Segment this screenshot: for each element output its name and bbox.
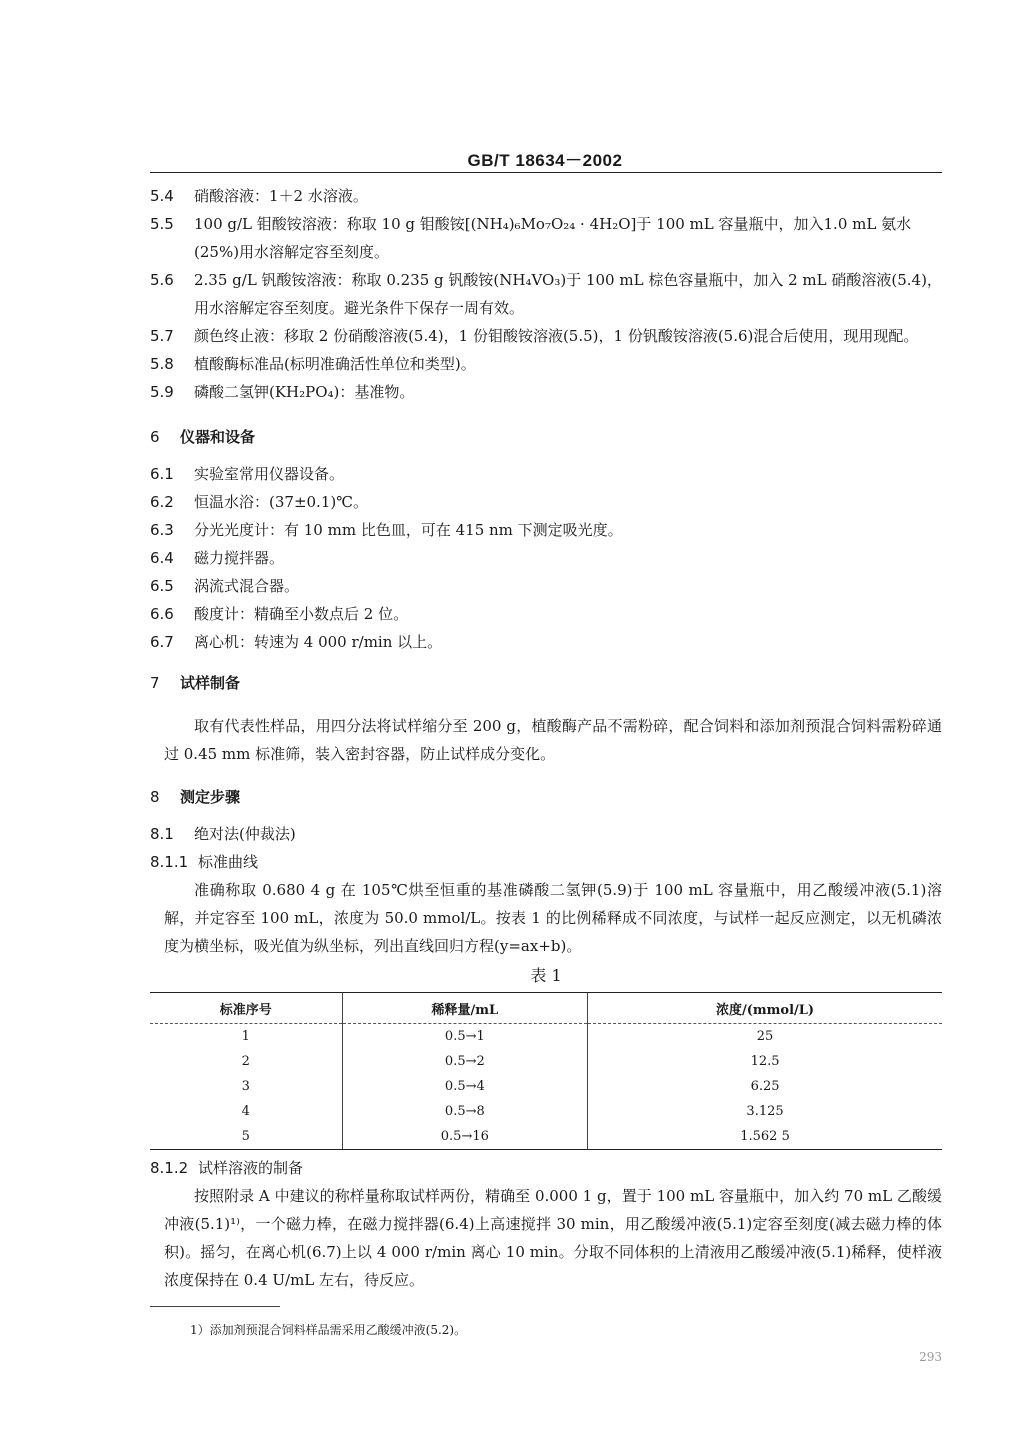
item-5-4 <box>150 182 942 210</box>
item-text: 100 g/L 钼酸铵溶液：称取 10 g 钼酸铵[(NH₄)₆Mo₇O₂₄ · 4H₂O]于 100 mL 容量瓶中，加入1.0 mL 氨水(25%)用水溶解定容至刻度。 <box>194 215 912 261</box>
table-row <box>150 1024 942 1050</box>
item-text: 酸度计：精确至小数点后 2 位。 <box>194 605 409 623</box>
section-8-heading <box>150 780 942 814</box>
item-text: 2.35 g/L 钒酸铵溶液：称取 0.235 g 钒酸铵(NH₄VO₃)于 100 mL 棕色容量瓶中，加入 2 mL 硝酸溶液(5.4)，用水溶解定容至刻度。避光条件下保存一周有效。 <box>194 271 942 317</box>
item-5-8 <box>150 350 942 378</box>
item-text: 硝酸溶液：1＋2 水溶液。 <box>194 187 368 205</box>
item-6-6 <box>150 600 942 628</box>
item-number: 5.4 <box>150 187 174 205</box>
item-5-5 <box>150 210 942 266</box>
table-cell: 5 <box>150 1124 342 1150</box>
item-number: 6.5 <box>150 577 174 595</box>
item-number: 6.2 <box>150 493 174 511</box>
table-cell: 0.5→2 <box>342 1049 587 1074</box>
section-title: 测定步骤 <box>180 788 241 806</box>
table-cell: 1 <box>241 1029 250 1044</box>
table-cell: 3.125 <box>588 1099 942 1124</box>
column-header: 稀释量/mL <box>342 993 587 1024</box>
item-6-7 <box>150 628 942 656</box>
table-cell: 12.5 <box>588 1049 942 1074</box>
item-text: 颜色终止液：移取 2 份硝酸溶液(5.4)，1 份钼酸铵溶液(5.5)，1 份钒酸铵溶液(5.6)混合后使用，现用现配。 <box>194 327 919 345</box>
item-text: 分光光度计：有 10 mm 比色皿，可在 415 nm 下测定吸光度。 <box>194 521 623 539</box>
subsection-number: 8.1.2 <box>150 1159 189 1177</box>
table-row <box>150 1124 942 1150</box>
item-text: 恒温水浴：(37±0.1)℃。 <box>194 493 368 511</box>
subsection-number: 8.1.1 <box>150 853 189 871</box>
item-6-5 <box>150 572 942 600</box>
subsection-title: 试样溶液的制备 <box>198 1159 304 1177</box>
table-cell: 0.5→16 <box>342 1124 587 1150</box>
item-number: 6.4 <box>150 549 174 567</box>
item-6-3 <box>150 516 942 544</box>
subsection-title: 标准曲线 <box>198 853 259 871</box>
subsection-8-1 <box>150 820 942 848</box>
item-number: 5.5 <box>150 215 174 233</box>
table-cell: 0.5→4 <box>342 1074 587 1099</box>
section-7-heading <box>150 666 942 700</box>
item-text: 离心机：转速为 4 000 r/min 以上。 <box>194 633 443 651</box>
table-cell: 3 <box>241 1079 250 1094</box>
item-number: 5.7 <box>150 327 174 345</box>
subsection-8-1-1-body: 准确称取 0.680 4 g 在 105℃烘至恒重的基准磷酸二氢钾(5.9)于 100 mL 容量瓶中，用乙酸缓冲液(5.1)溶解，并定容至 100 mL，浓度为 50.0 mmol/L。按表 1 的比例稀释成不同浓度，与试样一起反应测定，以无机磷浓度为横坐标，吸光值为纵坐标，列出直线回归方程(y=ax+b)。 <box>164 881 942 955</box>
item-number: 5.6 <box>150 271 174 289</box>
table-1 <box>150 992 942 1150</box>
footnote: 1）添加剂预混合饲料样品需采用乙酸缓冲液(5.2)。 <box>190 1323 467 1337</box>
subsection-number: 8.1 <box>150 825 174 843</box>
section-title: 试样制备 <box>180 674 241 692</box>
table-header-row <box>150 993 942 1024</box>
item-6-4 <box>150 544 942 572</box>
table-cell: 4 <box>241 1104 250 1119</box>
footnote-rule <box>150 1306 280 1307</box>
page-header-standard-number: GB/T 18634－2002 <box>467 151 623 170</box>
section-title: 仪器和设备 <box>180 428 256 446</box>
item-5-6 <box>150 266 942 322</box>
document-body <box>150 182 942 1343</box>
table-row <box>150 1049 942 1074</box>
item-6-1 <box>150 460 942 488</box>
subsection-8-1-2 <box>150 1154 942 1182</box>
section-number: 7 <box>150 674 160 692</box>
item-text: 涡流式混合器。 <box>194 577 300 595</box>
column-header: 浓度/(mmol/L) <box>588 993 942 1024</box>
subsection-8-1-2-body: 按照附录 A 中建议的称样量称取试样两份，精确至 0.000 1 g，置于 100 mL 容量瓶中，加入约 70 mL 乙酸缓冲液(5.1)¹⁾，一个磁力棒，在磁力搅拌器(6.4)上高速搅拌 30 min，用乙酸缓冲液(5.1)定容至刻度(减去磁力棒的体积)。摇匀，在离心机(6.7)上以 4 000 r/min 离心 10 min。分取不同体积的上清液用乙酸缓冲液(5.1)稀释，使样液浓度保持在 0.4 U/mL 左右，待反应。 <box>164 1187 942 1289</box>
item-text: 磁力搅拌器。 <box>194 549 285 567</box>
section-number: 8 <box>150 788 160 806</box>
table-cell: 2 <box>241 1054 250 1069</box>
item-5-9 <box>150 378 942 406</box>
table-cell: 25 <box>588 1024 942 1050</box>
item-5-7 <box>150 322 942 350</box>
subsection-8-1-1 <box>150 848 942 876</box>
table-cell: 0.5→8 <box>342 1099 587 1124</box>
section-7-body: 取有代表性样品，用四分法将试样缩分至 200 g，植酸酶产品不需粉碎，配合饲料和添加剂预混合饲料需粉碎通过 0.45 mm 标准筛，装入密封容器，防止试样成分变化。 <box>164 717 942 763</box>
table-cell: 0.5→1 <box>342 1024 587 1050</box>
item-text: 植酸酶标准品(标明准确活性单位和类型)。 <box>194 355 476 373</box>
column-header: 标准序号 <box>150 993 342 1024</box>
table-row <box>150 1074 942 1099</box>
section-6-heading <box>150 420 942 454</box>
subsection-title: 绝对法(仲裁法) <box>194 825 296 843</box>
header-rule <box>150 172 942 173</box>
item-number: 6.6 <box>150 605 174 623</box>
item-number: 5.8 <box>150 355 174 373</box>
item-number: 6.3 <box>150 521 174 539</box>
item-number: 6.1 <box>150 465 174 483</box>
section-number: 6 <box>150 428 160 446</box>
table-cell: 6.25 <box>588 1074 942 1099</box>
item-number: 5.9 <box>150 383 174 401</box>
section-6-items <box>150 460 942 656</box>
item-text: 实验室常用仪器设备。 <box>194 465 345 483</box>
item-number: 6.7 <box>150 633 174 651</box>
item-6-2 <box>150 488 942 516</box>
table-1-caption: 表 1 <box>530 966 562 985</box>
table-cell: 1.562 5 <box>588 1124 942 1150</box>
item-text: 磷酸二氢钾(KH₂PO₄)：基准物。 <box>194 383 415 401</box>
table-row <box>150 1099 942 1124</box>
page-number: 293 <box>919 1350 942 1364</box>
